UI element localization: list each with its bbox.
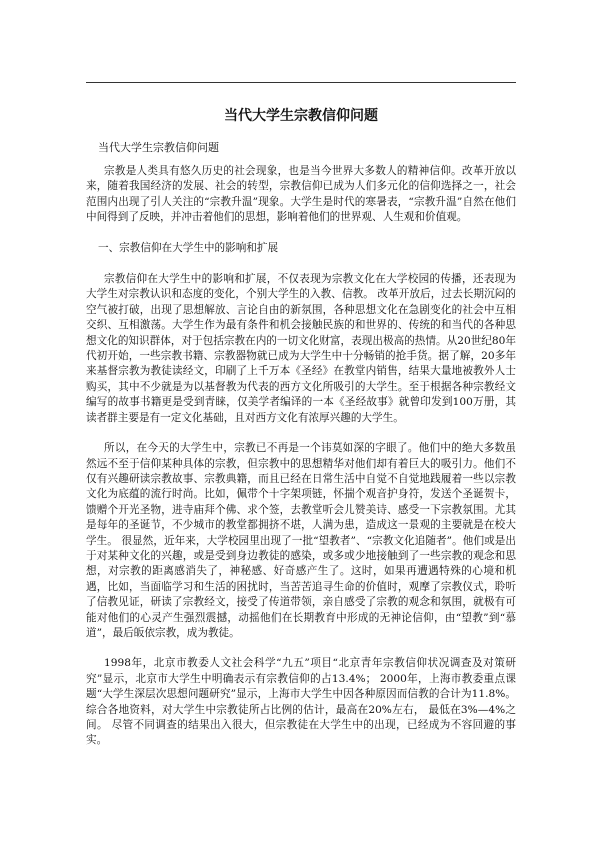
document-subtitle: 当代大学生宗教信仰问题 [98,141,219,154]
section-heading-1: 一、宗教信仰在大学生中的影响和扩展 [98,241,279,254]
header-rule [86,82,516,83]
intro-paragraph: 宗教是人类具有悠久历史的社会现象，也是当今世界大多数人的精神信仰。改革开放以来，随着我国经济的发展、社会的转型，宗教信仰已成为人们多元化的信仰选择之一，社会范围内出现了引人关注的“宗教升温”现象。大学生是时代的寒暑表，“宗教升温”自然在他们中间得到了反映，并冲击着他们的思想，影响着他们的世界观、人生观和价值观。 [86,165,516,224]
document-title: 当代大学生宗教信仰问题 [224,108,378,124]
body-paragraph-1: 宗教信仰在大学生中的影响和扩展，不仅表现为宗教文化在大学校园的传播，还表现为大学生对宗教认识和态度的变化，个别大学生的入教、信教。 改革开放后，过去长期沉闷的空气被打破，出现了思想解放、言论自由的新氛围，各种思想文化在急剧变化的社会中互相交织、互相激荡。大学生作为最有条件和机会接触民族的和世界的、传统的和当代的各种思想文化的知识群体，对于包括宗教在内的一切文化财富，表现出极高的热情。从20世纪80年代初开始，一些宗教书籍、宗教器物就已成为大学生中十分畅销的抢手货。据了解，20多年来基督宗教为教徒读经文，印刷了上千万本《圣经》在教堂内销售，结果大量地被教外人士购买，其中不少就是为以基督教为代表的西方文化所吸引的大学生。至于根据各种宗教经文编写的故事书籍更是受到青睐，仅美学者编译的一本《圣经故事》就曾印发到100万册，其读者群主要是有一定文化基础，且对西方文化有浓厚兴趣的大学生。 [86,273,516,424]
body-paragraph-3: 1998年，北京市教委人文社会科学“九五”项目“北京青年宗教信仰状况调查及对策研究”显示，北京市大学生中明确表示有宗教信仰的占13.4%； 2000年，上海市教委重点课题“大学生深层次思想问题研究”显示，上海市大学生中因各种原因而信教的合计为11.8%。 综合各地资料，对大学生中宗教徒所占比例的估计，最高在20%左右， 最低在3%—4%之间。 尽管不同调查的结果出入很大，但宗教徒在大学生中的出现，已经成为不容回避的事实。 [86,657,516,747]
document-body [86,140,516,764]
body-paragraph-2: 所以，在今天的大学生中，宗教已不再是一个讳莫如深的字眼了。他们中的绝大多数虽然远不至于信仰某种具体的宗教，但宗教中的思想精华对他们却有着巨大的吸引力。他们不仅有兴趣研读宗教故事、宗教典籍，而且已经在日常生活中自觉不自觉地践履着一些以宗教文化为底蕴的流行时尚。比如，佩带个十字架项链，怀揣个观音护身符，发送个圣诞贺卡，馈赠个开光圣物，进寺庙拜个佛、求个签，去教堂听会儿赞美诗、感受一下宗教氛围。尤其是每年的圣诞节，不少城市的教堂都拥挤不堪，人满为患，造成这一景观的主要就是在校大学生。 很显然，近年来，大学校园里出现了一批“望教者”、“宗教文化追随者”。他们或是出于对某种文化的兴趣，或是受到身边教徒的感染，或多或少地接触到了一些宗教的观念和思想，对宗教的距离感消失了，神秘感、好奇感产生了。这时，如果再遭遇特殊的心境和机遇，比如，当面临学习和生活的困扰时，当苦苦追寻生命的价值时，观摩了宗教仪式，聆听了信教见证，研读了宗教经文，接受了传道带领，亲自感受了宗教的观念和氛围，就极有可能对他们的心灵产生强烈震撼，动摇他们在长期教育中形成的无神论信仰，由“望教”到“慕道”，最后皈依宗教，成为教徒。 [86,442,516,639]
